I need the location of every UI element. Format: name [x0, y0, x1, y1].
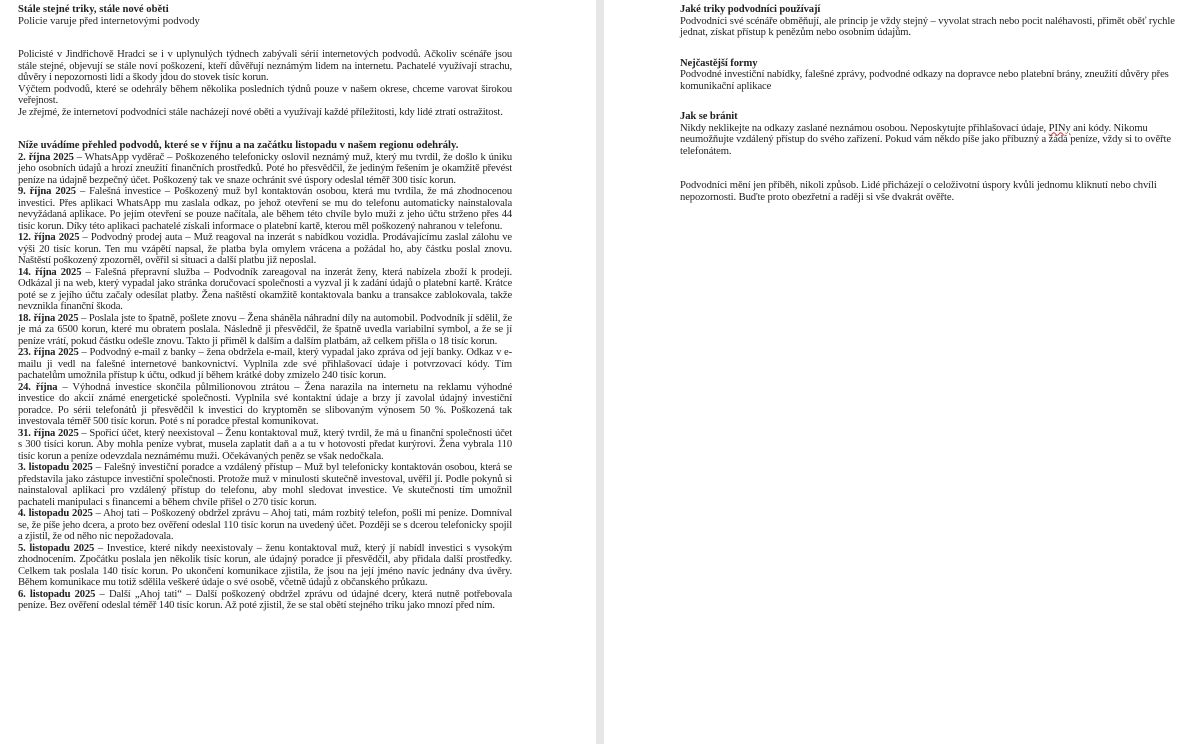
- episode-date: 18. října 2025: [18, 312, 79, 324]
- episode-text: – Spořicí účet, který neexistoval – Ženu kontaktoval muž, který tvrdil, že má u finanční společnosti účet s 300 tisíci korun. Aby mohla peníze vybrat, musela zaplatit daň a a tu v hotovosti předat kurýrovi. Žena vybrala 110 tisíc korun a peníze odevzdala neznámému muži. Očekávaných peněz se však nedočkala.: [18, 427, 512, 462]
- defense-text-part: ani kódy. Nikomu neumožňujte vzdálený přístup do svého zařízení. Pokud vám někdo píše jako příbuzný a žádá peníze, vždy si to ověřte telefonátem.: [680, 122, 1171, 157]
- episode-item: [18, 462, 512, 508]
- page-gap: [596, 0, 604, 744]
- episode-text: – Poslala jste to špatně, pošlete znovu – Žena sháněla náhradní díly na automobil. Podvodník jí sdělil, že je má za 6500 korun, které mu obratem poslala. Následně ji přesvědčil, že špatně uvedla variabilní symbol, a že se jí peníze vrátí, pokud částku odešle znovu. Takto ji přiměl k dalším a dalším platbám, až celkem přišla o 18 tisíc korun.: [18, 312, 512, 347]
- episode-item: [18, 382, 512, 428]
- article-title: Stále stejné triky, stále nové oběti: [18, 4, 169, 15]
- episode-text: – Investice, které nikdy neexistovaly – ženu kontaktoval muž, který jí nabídl investici s vysokým zhodnocením. Zpočátku poslala jen několik tisíc korun, ale údajný poradce ji přesvědčil, aby přidala další prostředky. Celkem tak poslala 140 tisíc korun. Po ukončení komunikace zjistila, že jsou na její jméno navíc jednány dva úvěry. Během komunikace mu totiž sdělila veškeré údaje o své osobě, včetně údajů z občanského průkazu.: [18, 542, 513, 588]
- episode-text: – Výhodná investice skončila půlmilionovou ztrátou – Žena narazila na internetu na reklamu výhodné investice do akcií známé energetické společnosti. Vyplnila své kontaktní údaje a brzy jí zavolal údajný investiční poradce. Po sérii telefonátů ji přesvědčil k investici do kryptoměn se slibovaným výnosem 50 %. Poškozená tak investovala téměř 500 tisíc korun. Poté s ní poradce přestal komunikovat.: [18, 381, 513, 427]
- spacer: [18, 118, 512, 140]
- episode-item: [18, 186, 512, 232]
- episode-date: 24. října: [18, 381, 58, 393]
- document-page-right: [604, 0, 1200, 744]
- episode-date: 3. listopadu 2025: [18, 462, 93, 473]
- episode-date: 31. října 2025: [18, 427, 79, 439]
- defense-text-part: Nikdy neklikejte na odkazy zaslané neznámou osobou. Neposkytujte přihlašovací údaje,: [680, 122, 1049, 134]
- episode-item: [18, 428, 512, 463]
- spellcheck-flagged-word[interactable]: PINy: [1048, 122, 1071, 134]
- episode-date: 2. října 2025: [18, 151, 74, 163]
- document-page-left: [0, 0, 596, 744]
- episode-item: [18, 152, 512, 187]
- episode-text: – Falešný investiční poradce a vzdálený přístup – Muž byl telefonicky kontaktován osobou, která se představila jako zástupce investiční společnosti. Protože muž v minulosti skutečně investoval, uvěřil jí. Podle pokynů si nainstaloval aplikaci pro vzdálený přístup do telefonu, aby mohl sledovat investice. Ve skutečnosti tím umožnil pachateli manipulaci s financemi a během chvíle přišel o 270 tisíc korun.: [18, 462, 512, 508]
- overview-heading: Níže uvádíme přehled podvodů, které se v říjnu a na začátku listopadu v našem regionu odehrály.: [18, 140, 459, 151]
- episode-item: [18, 508, 512, 543]
- episode-item: [18, 589, 512, 612]
- episode-item: [18, 267, 512, 313]
- episode-date: 12. října 2025: [18, 232, 80, 243]
- episode-item: [18, 232, 512, 267]
- closing-paragraph: Podvodníci mění jen příběh, nikoli způsob. Lidé přicházejí o celoživotní úspory kvůli jednomu kliknutí nebo chvíli nepozornosti. Buďte proto obezřetní a raději si vše dvakrát ověřte.: [680, 180, 1157, 203]
- episode-text: – Další „Ahoj tati“ – Další poškozený obdržel zprávu od údajné dcery, která nutně potřebovala peníze. Bez ověření odeslal téměř 140 tisíc korun. Až poté zjistil, že se stal obětí stejného triku jako mnozí před ním.: [18, 588, 513, 611]
- episode-text: – WhatsApp vyděrač – Poškozeného telefonicky oslovil neznámý muž, který mu tvrdil, že došlo k úniku jeho osobních údajů a hrozí zneužití finančních prostředků. Poté ho přesvědčil, že jediným řešením je okamžitě převést peníze na údajně bezpečný účet. Poškozený tak ve snaze ochránit své úspory odeslal téměř 300 tisíc korun.: [18, 151, 513, 186]
- forms-text: Podvodné investiční nabídky, falešné zprávy, podvodné odkazy na dopravce nebo platební brány, zneužití důvěry přes komunikační aplikace: [680, 69, 1169, 92]
- intro-paragraph-1: Policisté v Jindřichově Hradci se i v uplynulých týdnech zabývali sérií internetových podvodů. Ačkoliv scénáře jsou stále stejné, objevují se stále noví poškození, kteří důvěřují neznámým lidem na internetu. Pachatelé využívají strachu, důvěry i nepozornosti lidí a škody jdou do stovek tisíc korun.: [18, 49, 512, 83]
- episode-text: – Podvodný prodej auta – Muž reagoval na inzerát s nabídkou vozidla. Prodávajícímu zaslal zálohu ve výši 20 tisíc korun. Ten mu vzápětí napsal, že platba byla omylem vrácena a požádal ho, aby částku poslal znovu. Naštěstí poškozený zpozorněl, ověřil si situaci a další platbu již neposlal.: [18, 232, 512, 266]
- episode-item: [18, 347, 512, 382]
- episode-date: 5. listopadu 2025: [18, 542, 95, 554]
- tricks-heading: Jaké triky podvodníci používají: [680, 4, 821, 15]
- episode-date: 23. října 2025: [18, 347, 79, 358]
- episode-text: – Podvodný e-mail z banky – žena obdržela e-mail, který vypadal jako zpráva od její banky. Odkaz v e-mailu ji vedl na falešné internetové bankovnictví. Vyplnila zde své přihlašovací údaje i potvrzovací kódy. Tím pachatelům umožnila přístup k účtu, odkud jí během krátké doby zmizelo 240 tisíc korun.: [18, 347, 512, 381]
- intro-paragraph-2: Výčtem podvodů, které se odehrály během několika posledních týdnů pouze v našem okrese, chceme varovat širokou veřejnost.: [18, 83, 512, 106]
- intro-paragraph-3: Je zřejmé, že internetoví podvodníci stále nacházejí nové oběti a využívají každé příležitosti, kdy lidé ztratí ostražitost.: [18, 106, 503, 118]
- forms-heading: Nejčastější formy: [680, 57, 758, 69]
- episode-item: [18, 543, 512, 589]
- episode-text: – Ahoj tati – Poškozený obdržel zprávu – Ahoj tati, mám rozbitý telefon, pošli mi peníze. Domníval se, že píše jeho dcera, a proto bez ověření odeslal 110 tisíc korun na uvedený účet. Později se s dcerou telefonicky spojil a zjistil, že od něho nic nepožadovala.: [18, 508, 513, 542]
- episode-item: [18, 313, 512, 348]
- episode-date: 6. listopadu 2025: [18, 588, 96, 600]
- episode-text: – Falešná přepravní služba – Podvodník zareagoval na inzerát ženy, která nabízela zboží k prodeji. Odkázal ji na web, který vypadal jako stránka doručovací společnosti a vyzval ji k zadání údajů o platební kartě. Krátce poté se z jejího účtu začaly odesílat platby. Žena naštěstí okamžitě kontaktovala banku a transakce zablokovala, takže nevznikla finanční škoda.: [18, 266, 512, 312]
- episode-date: 4. listopadu 2025: [18, 508, 93, 519]
- episode-text: – Falešná investice – Poškozený muž byl kontaktován osobou, která mu tvrdila, že má zhodnocenou investici. Přes aplikaci WhatsApp mu zaslala odkaz, po jehož otevření se mu do telefonu automaticky nainstalovala nevyžádaná aplikace. Po jejím otevření se pouze načítala, ale během této chvíle bylo muži z jeho účtu strženo přes 44 tisíc korun. Díky této aplikaci pachatelé získali informace o platební kartě, kterou měl poškozený nahranou v telefonu.: [18, 186, 513, 232]
- defense-heading: Jak se bránit: [680, 111, 738, 122]
- episode-date: 9. října 2025: [18, 186, 76, 197]
- defense-text: [680, 123, 1182, 158]
- episode-list: [18, 152, 512, 612]
- tricks-text: Podvodníci své scénáře obměňují, ale princip je vždy stejný – vyvolat strach nebo pocit naléhavosti, přimět oběť rychle jednat, získat přístup k penězům nebo osobním údajům.: [680, 15, 1175, 38]
- article-subtitle: Policie varuje před internetovými podvody: [18, 15, 200, 27]
- spacer: [18, 27, 512, 49]
- episode-date: 14. října 2025: [18, 266, 82, 278]
